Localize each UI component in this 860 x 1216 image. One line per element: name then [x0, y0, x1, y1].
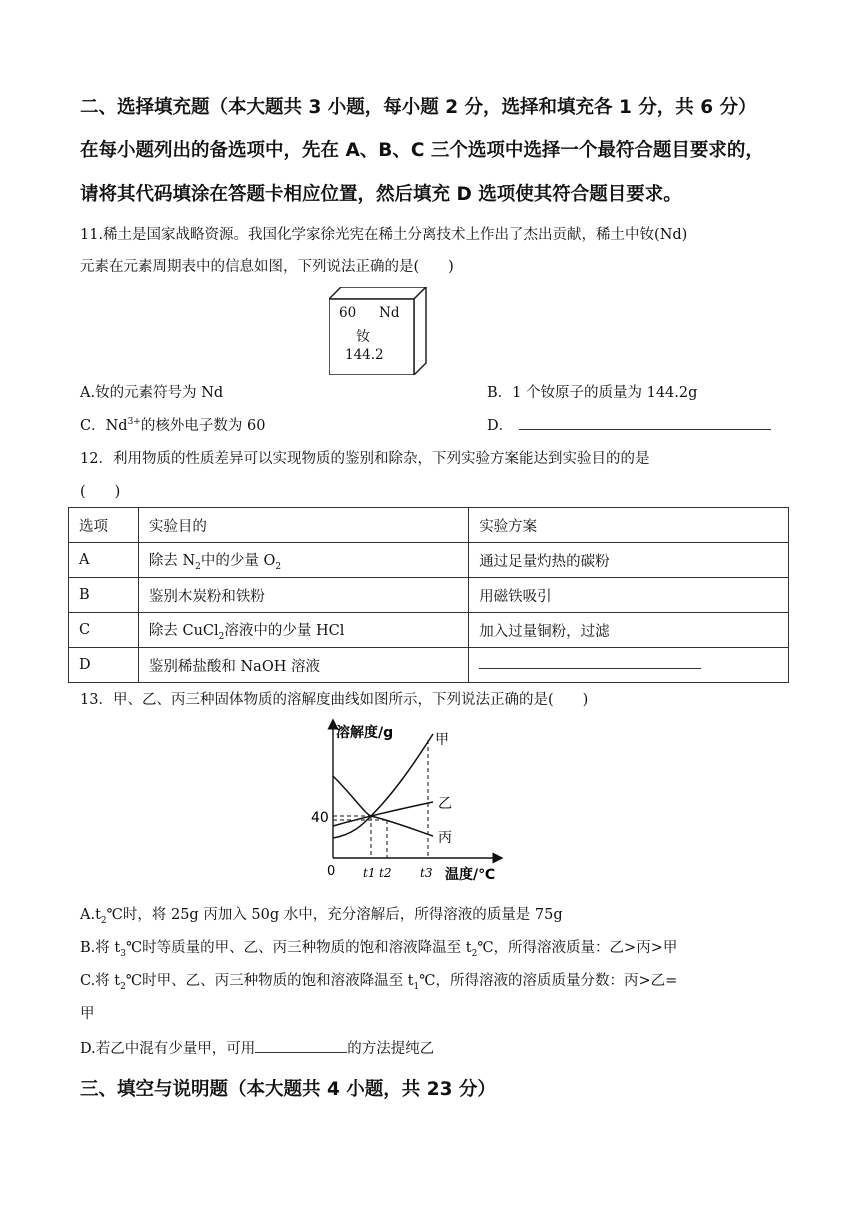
section2-instruction-1: 在每小题列出的备选项中，先在 A、B、C 三个选项中选择一个最符合题目要求的， [80, 140, 764, 161]
table-header: 实验方案 [469, 508, 789, 543]
y-tick-label: 40 [311, 810, 329, 826]
origin-label: 0 [327, 864, 336, 879]
q12-stem-2: ( ) [80, 484, 121, 500]
element-card [329, 287, 439, 375]
table-row [69, 578, 789, 613]
x-tick-label: t3 [420, 866, 433, 880]
element-name: 钕 [356, 329, 370, 345]
q11-option-a: A.钕的元素符号为 Nd [80, 385, 224, 401]
x-tick-label: t1 [363, 866, 376, 880]
table-header: 实验目的 [138, 508, 468, 543]
table-row [69, 543, 789, 578]
x-tick-label: t2 [379, 866, 392, 880]
table-cell-goal: 鉴别木炭粉和铁粉 [138, 578, 468, 613]
table-cell-goal: 鉴别稀盐酸和 NaOH 溶液 [138, 648, 468, 683]
q11-stem-2: 元素在元素周期表中的信息如图，下列说法正确的是( ) [80, 259, 454, 275]
element-number: 60 [339, 305, 357, 321]
series-bing-curve [333, 776, 433, 836]
table-cell-option: A [69, 543, 139, 578]
table-cell-plan: 用磁铁吸引 [469, 578, 789, 613]
solubility-chart [305, 718, 505, 890]
q13-option-c-continued: 甲 [80, 1006, 95, 1022]
q13-option-a: $A.t_2℃$时，将 25g 丙加入 50g 水中，充分溶解后，所得溶液的质量是 75g [80, 907, 563, 926]
table-cell-plan: 加入过量铜粉，过滤 [469, 613, 789, 648]
q11-stem-1: 11.稀土是国家战略资源。我国化学家徐光宪在稀土分离技术上作出了杰出贡献，稀土中钕(Nd) [80, 227, 688, 243]
q11-option-c: C．$Nd^{3+}$的核外电子数为 60 [80, 417, 266, 434]
table-row [69, 613, 789, 648]
q13-stem: 13．甲、乙、丙三种固体物质的溶解度曲线如图所示，下列说法正确的是( ) [80, 692, 589, 708]
table-header: 选项 [69, 508, 139, 543]
experiment-table [68, 507, 789, 683]
q11-option-b: B．1 个钕原子的质量为 144.2g [487, 385, 698, 401]
series-jia-label: 甲 [435, 732, 449, 748]
section3-title: 三、填空与说明题（本大题共 4 小题，共 23 分） [80, 1079, 496, 1100]
q13-option-b: B.将 $t_3℃$时等质量的甲、乙、丙三种物质的饱和溶液降温至 $t_2℃$，所得溶液质量：乙>丙>甲 [80, 940, 678, 959]
table-cell-goal: 除去 CuCl$_2$溶液中的少量 HCl [138, 613, 468, 648]
guide-lines [333, 740, 428, 858]
section2-instruction-2: 请将其代码填涂在答题卡相应位置，然后填充 D 选项使其符合题目要求。 [80, 184, 682, 205]
y-axis-label: 溶解度/g [336, 725, 394, 741]
q13-answer-blank[interactable] [255, 1052, 347, 1053]
q11-option-d: D． [487, 414, 771, 435]
table-cell-goal: 除去 $N_2$中的少量 $O_2$ [138, 543, 468, 578]
series-yi-curve [333, 802, 433, 826]
element-mass: 144.2 [345, 347, 384, 363]
section2-title: 二、选择填充题（本大题共 3 小题，每小题 2 分，选择和填充各 1 分，共 6 分） [80, 97, 757, 118]
series-bing-label: 丙 [438, 830, 452, 846]
table-cell-option: B [69, 578, 139, 613]
series-yi-label: 乙 [438, 796, 452, 812]
table-cell-plan: 通过足量灼热的碳粉 [469, 543, 789, 578]
table-header-row [69, 508, 789, 543]
q13-option-c: C.将 $t_2℃$时甲、乙、丙三种物质的饱和溶液降温至 $t_1℃$，所得溶液的溶质质量分数：丙>乙= [80, 973, 678, 992]
table-cell-plan [469, 648, 789, 683]
x-axis-label: 温度/℃ [445, 867, 496, 883]
table-row [69, 648, 789, 683]
q12-answer-blank[interactable] [479, 668, 701, 669]
table-cell-option: C [69, 613, 139, 648]
q12-stem-1: 12．利用物质的性质差异可以实现物质的鉴别和除杂，下列实验方案能达到实验目的的是 [80, 451, 650, 467]
table-cell-option: D [69, 648, 139, 683]
q13-option-d: D.若乙中混有少量甲，可用 的方法提纯乙 [80, 1041, 435, 1057]
element-symbol: Nd [379, 305, 400, 321]
q11-answer-blank[interactable] [519, 429, 771, 430]
